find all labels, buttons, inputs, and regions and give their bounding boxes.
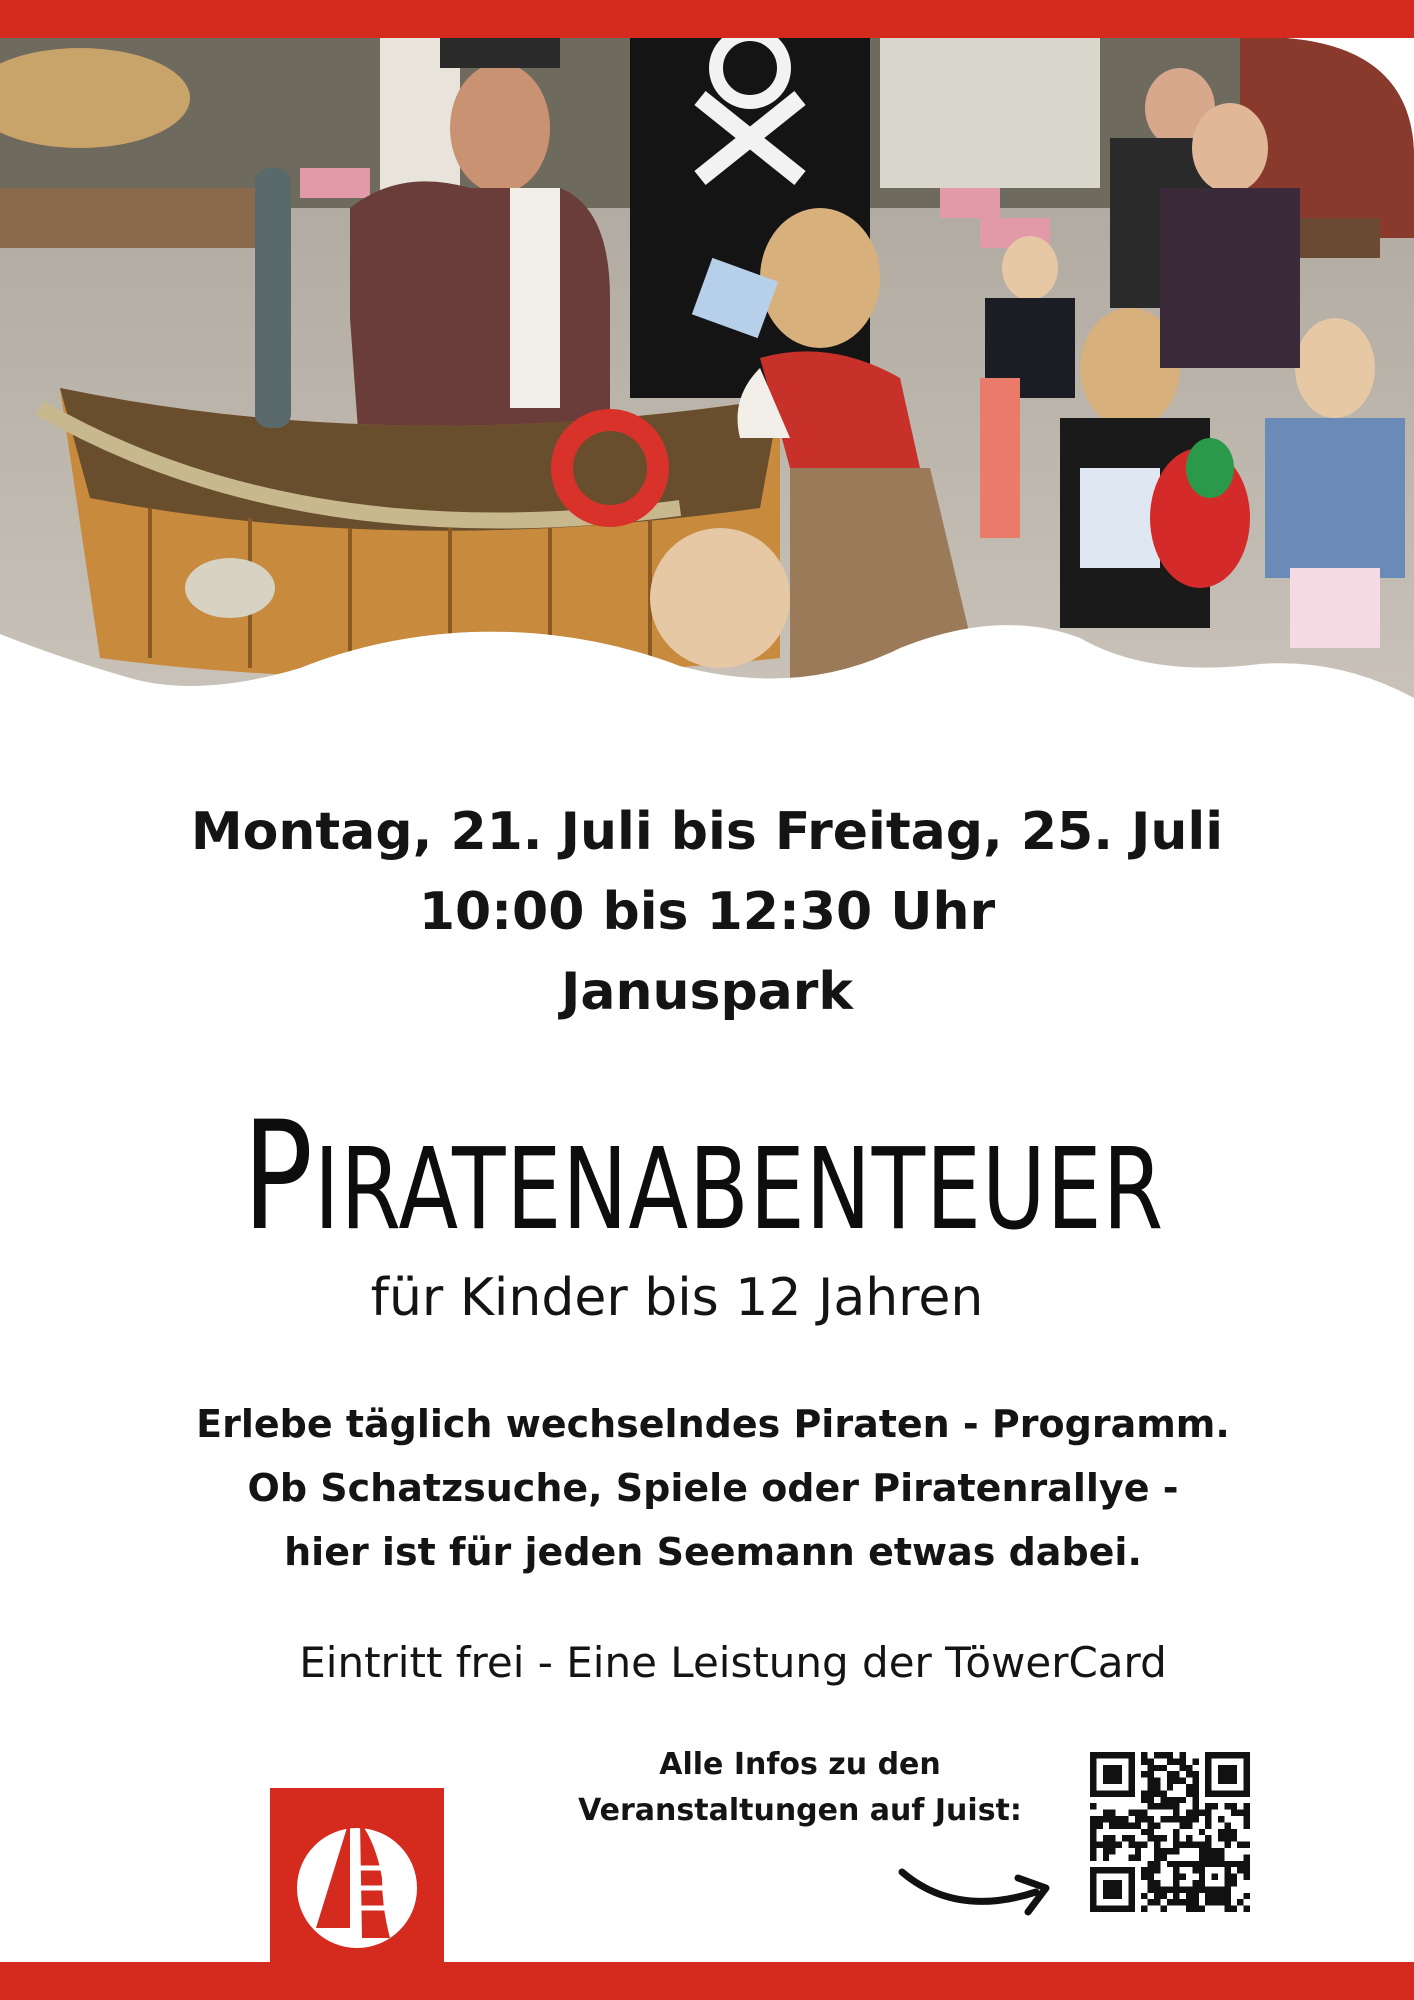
- event-time: 10:00 bis 12:30 Uhr: [418, 882, 996, 942]
- arrow-icon: [896, 1856, 1056, 1926]
- sailboat-logo-icon: [270, 1788, 444, 1962]
- qr-code-icon[interactable]: [1090, 1752, 1250, 1912]
- description: [6, 1392, 1414, 1584]
- top-red-bar: [0, 0, 1414, 38]
- event-details: [0, 792, 1414, 1032]
- event-photo: [0, 38, 1414, 698]
- page-title: [152, 1090, 1255, 1264]
- bottom-red-bar: [0, 1962, 1414, 2000]
- page-subtitle: für Kinder bis 12 Jahren: [370, 1268, 984, 1328]
- description-line-2: Ob Schatzsuche, Spiele oder Piratenrallye -: [247, 1466, 1179, 1510]
- event-date-range: Montag, 21. Juli bis Freitag, 25. Juli: [190, 802, 1224, 862]
- description-line-3: hier ist für jeden Seemann etwas dabei.: [284, 1530, 1142, 1574]
- info-text: [560, 1742, 1040, 1834]
- event-location: Januspark: [561, 962, 853, 1022]
- title-rest: IRATENABENTEUER: [313, 1125, 1165, 1255]
- title-initial: P: [242, 1090, 314, 1264]
- info-line-1: Alle Infos zu den: [659, 1747, 941, 1782]
- admission-text: Eintritt frei - Eine Leistung der TöwerCard: [299, 1638, 1167, 1687]
- info-line-2: Veranstaltungen auf Juist:: [578, 1793, 1022, 1828]
- description-line-1: Erlebe täglich wechselndes Piraten - Programm.: [196, 1402, 1230, 1446]
